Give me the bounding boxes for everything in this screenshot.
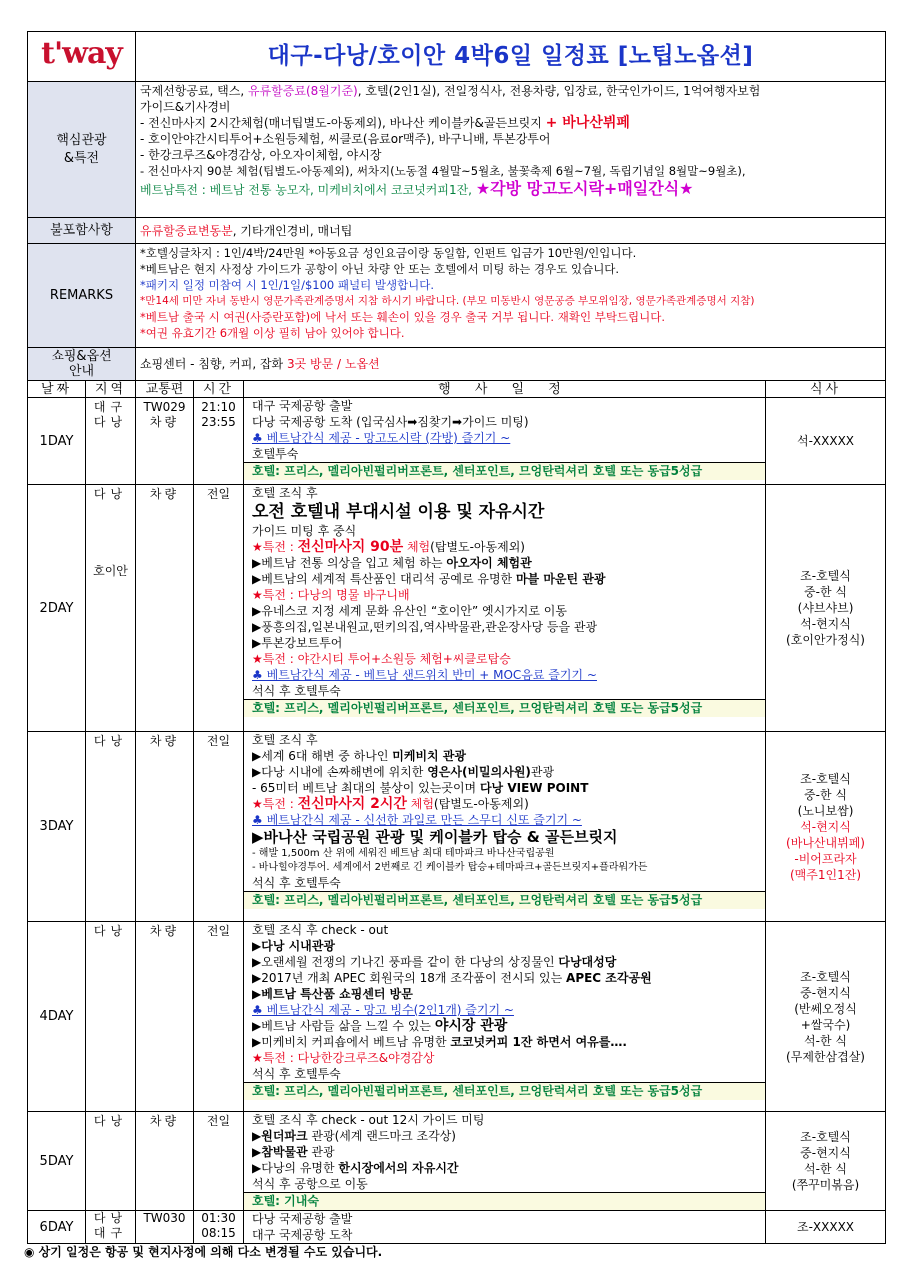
excluded-label: 불포함사항 [28, 218, 136, 244]
meal-cell: 조-호텔식 중-현지식 (반쎄오정식 +쌀국수) 석-한 식 (무제한삼겹살) [766, 922, 886, 1112]
schedule-cell: 호텔 조식 후 check - out 12시 가이드 미팅 ▶원더파크 관광(세계 랜드마크 조각상) ▶참박물관 관광 ▶다낭의 유명한 한시장에서의 자유시간 석식 후 공항으로 이동 호텔: 기내숙 [244, 1112, 766, 1211]
itinerary-page [27, 31, 885, 1244]
day-row-1 [28, 398, 886, 485]
col-time: 시간 [194, 381, 244, 398]
itinerary-table [27, 31, 886, 1244]
remarks-row [28, 244, 886, 348]
col-meal: 식사 [766, 381, 886, 398]
remarks-content: *호텔싱글차지 : 1인/4박/24만원 *아동요금 성인요금이랑 동일함, 인펀트 입금가 10만원/인입니다. *베트남은 현지 사정상 가이드가 공항이 아닌 차량 안 또는 호텔에서 미팅 하는 경우도 있습니다. *패키지 일정 미참여 시 1인/1일/$100 패널티 발생합니다. *만14세 미만 자녀 동반시 영문가족관계증명서 지참 하시기 바랍니다. (부모 미동반시 영문공증 부모위임장, 영문가족관계증명서 지참) *베트남 출국 시 여권(사증란포함)에 낙서 또는 훼손이 있을 경우 출국 거부 됩니다. 재확인 부탁드립니다. *여권 유효기간 6개월 이상 필히 남아 있어야 합니다. [136, 244, 886, 348]
time-cell: 01:30 08:15 [194, 1211, 244, 1244]
meal-cell: 석-XXXXX [766, 398, 886, 485]
schedule-cell: 대구 국제공항 출발 다낭 국제공항 도착 (입국심사➡짐찾기➡가이드 미팅) ♣ 베트남간식 제공 - 망고도시락 (각방) 즐기기 ~ 호텔투숙 호텔: 프리스, 멜리아빈펄리버프론트, 센터포인트, 므엉탄럭셔리 호텔 또는 동급5성급 [244, 398, 766, 485]
day-label: 6DAY [28, 1211, 86, 1244]
day-row-6 [28, 1211, 886, 1244]
region-cell: 대구 다낭 [86, 398, 136, 485]
time-cell: 전일 [194, 1112, 244, 1211]
transport-cell: TW029 차량 [136, 398, 194, 485]
col-region: 지역 [86, 381, 136, 398]
shopping-content: 쇼핑센터 - 침향, 커피, 잡화 3곳 방문 / 노옵션 [136, 348, 886, 381]
excluded-content: 유류할증료변동분, 기타개인경비, 매너팁 [136, 218, 886, 244]
day-label: 1DAY [28, 398, 86, 485]
day-label: 3DAY [28, 732, 86, 922]
title-row [28, 32, 886, 82]
page-title: 대구-다낭/호이안 4박6일 일정표 [노팁노옵션] [136, 32, 886, 82]
hotel-line: 호텔: 기내숙 [244, 1192, 765, 1210]
schedule-cell: 호텔 조식 후 check - out ▶다낭 시내관광 ▶오랜세월 전쟁의 기나긴 풍파를 같이 한 다낭의 상징물인 다낭대성당 ▶2017년 개최 APEC 회원국의 18개 조각품이 전시되 있는 APEC 조각공원 ▶베트남 특산품 쇼핑센터 방문 ♣ 베트남간식 제공 - 망고 빙수(2인1개) 즐기기 ~ ▶베트남 사람들 삶을 느낄 수 있는 야시장 관광 ▶미케비치 커피숍에서 베트남 유명한 코코넛커피 1잔 하면서 여유를…. ★특전 : 다낭한강크루즈&야경감상 석식 후 호텔투숙 호텔: 프리스, 멜리아빈펄리버프론트, 센터포인트, 므엉탄럭셔리 호텔 또는 동급5성급 [244, 922, 766, 1112]
remarks-label: REMARKS [28, 244, 136, 348]
core-label: 핵심관광 &특전 [28, 82, 136, 218]
time-cell: 전일 [194, 732, 244, 922]
time-cell: 전일 [194, 485, 244, 732]
hotel-line: 호텔: 프리스, 멜리아빈펄리버프론트, 센터포인트, 므엉탄럭셔리 호텔 또는 동급5성급 [244, 462, 765, 480]
shopping-label: 쇼핑&옵션 안내 [28, 348, 136, 381]
core-content: 국제선항공료, 택스, 유류할증료(8월기준), 호텔(2인1실), 전일정식사, 전용차량, 입장료, 한국인가이드, 1억여행자보험 가이드&기사경비 - 전신마사지 2시간체험(매너팁별도-아동제외), 바나산 케이블카&골든브릿지 + 바나산뷔페 - 호이안야간시티투어+소원등체험, 씨클로(음료or맥주), 바구니배, 투본강투어 - 한강크루즈&야경감상, 아오자이체험, 야시장 - 전신마사지 90분 체험(팁별도-아동제외), 써차지(노동절 4월말~5월초, 불꽃축제 6월~7월, 독립기념일 8월말~9월초), 베트남특전 : 베트남 전통 농모자, 미케비치에서 코코넛커피1잔, ★각방 망고도시락+매일간식★ [136, 82, 886, 218]
core-row [28, 82, 886, 218]
col-transport: 교통편 [136, 381, 194, 398]
region-cell: 다낭 호이안 [86, 485, 136, 732]
hotel-line: 호텔: 프리스, 멜리아빈펄리버프론트, 센터포인트, 므엉탄럭셔리 호텔 또는 동급5성급 [244, 891, 765, 909]
day-label: 2DAY [28, 485, 86, 732]
col-date: 날짜 [28, 381, 86, 398]
day-row-2 [28, 485, 886, 732]
day-row-5 [28, 1112, 886, 1211]
schedule-cell: 호텔 조식 후 오전 호텔내 부대시설 이용 및 자유시간 가이드 미팅 후 중식 ★특전 : 전신마사지 90분 체험(탑별도-아동제외) ▶베트남 전통 의상을 입고 체험 하는 아오자이 체험관 ▶베트남의 세계적 특산품인 대리석 공예로 유명한 마블 마운틴 관광 ★특전 : 다낭의 명물 바구니배 ▶유네스코 지정 세계 문화 유산인 “호이안” 옛시가지로 이동 ▶풍흥의집,일본내원교,떤키의집,역사박물관,관운장사당 등을 관광 ▶투본강보트투어 ★특전 : 야간시티 투어+소원등 체험+씨클로탑승 ♣ 베트남간식 제공 - 베트남 샌드위치 반미 + MOC음료 즐기기 ~ 석식 후 호텔투숙 호텔: 프리스, 멜리아빈펄리버프론트, 센터포인트, 므엉탄럭셔리 호텔 또는 동급5성급 [244, 485, 766, 732]
column-header-row [28, 381, 886, 398]
meal-cell: 조-호텔식 중-현지식 석-한 식 (쭈꾸미볶음) [766, 1112, 886, 1211]
time-cell: 전일 [194, 922, 244, 1112]
schedule-cell: 호텔 조식 후 ▶세계 6대 해변 중 하나인 미케비치 관광 ▶다낭 시내에 손짜해변에 위치한 영은사(비밀의사원)관광 - 65미터 베트남 최대의 불상이 있는곳이며 다낭 VIEW POINT ★특전 : 전신마사지 2시간 체험(탑별도-아동제외) ♣ 베트남간식 제공 - 신선한 과일로 만든 스무디 신또 즐기기 ~ ▶바나산 국립공원 관광 및 케이블카 탑승 & 골든브릿지 - 해발 1,500m 산 위에 세워진 베트남 최대 테마파크 바나산국립공원 - 바나힐야경투어. 세계에서 2번째로 긴 케이블카 탑승+테마파크+골든브릿지+플라워가든 석식 후 호텔투숙 호텔: 프리스, 멜리아빈펄리버프론트, 센터포인트, 므엉탄럭셔리 호텔 또는 동급5성급 [244, 732, 766, 922]
transport-cell: 차량 [136, 732, 194, 922]
hotel-line: 호텔: 프리스, 멜리아빈펄리버프론트, 센터포인트, 므엉탄럭셔리 호텔 또는 동급5성급 [244, 699, 765, 717]
transport-cell: TW030 [136, 1211, 194, 1244]
day-row-4 [28, 922, 886, 1112]
transport-cell: 차량 [136, 485, 194, 732]
transport-cell: 차량 [136, 1112, 194, 1211]
transport-cell: 차량 [136, 922, 194, 1112]
region-cell: 다낭 [86, 732, 136, 922]
schedule-cell: 다낭 국제공항 출발 대구 국제공항 도착 [244, 1211, 766, 1244]
region-cell: 다낭 [86, 1112, 136, 1211]
region-cell: 다낭 대구 [86, 1211, 136, 1244]
hotel-line: 호텔: 프리스, 멜리아빈펄리버프론트, 센터포인트, 므엉탄럭셔리 호텔 또는 동급5성급 [244, 1082, 765, 1100]
shopping-row [28, 348, 886, 381]
day-label: 4DAY [28, 922, 86, 1112]
meal-cell: 조-호텔식 중-한 식 (샤브샤브) 석-현지식 (호이안가정식) [766, 485, 886, 732]
region-cell: 다낭 [86, 922, 136, 1112]
time-cell: 21:10 23:55 [194, 398, 244, 485]
day-label: 5DAY [28, 1112, 86, 1211]
meal-cell: 조-호텔식 중-한 식 (노니보쌈) 석-현지식 (바나산내뷔페) -비어프라자 (맥주1인1잔) [766, 732, 886, 922]
brand-logo: t'way [28, 32, 136, 82]
col-schedule: 행 사 일 정 [244, 381, 766, 398]
footer-note: ◉ 상기 일정은 항공 및 현지사정에 의해 다소 변경될 수도 있습니다. [24, 1245, 383, 1259]
meal-cell: 조-XXXXX [766, 1211, 886, 1244]
day-row-3 [28, 732, 886, 922]
excluded-row [28, 218, 886, 244]
